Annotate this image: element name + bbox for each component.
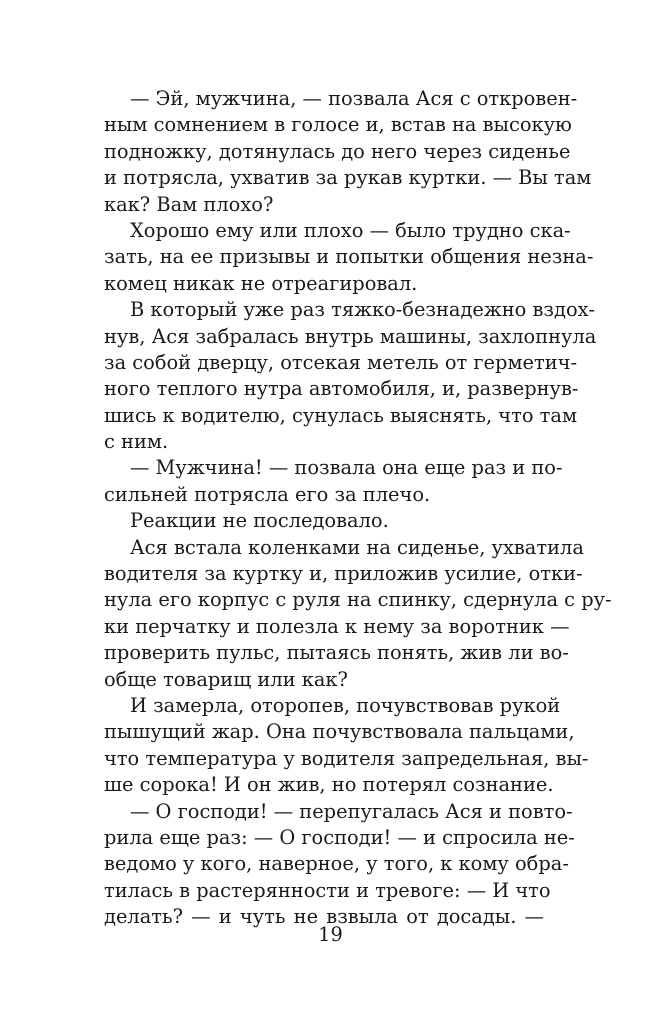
text-line: ным сомнением в голосе и, встав на высокую — [104, 113, 572, 137]
text-line: делать? — и чуть не взвыла от досады. — — [104, 905, 544, 929]
body-text — [104, 86, 612, 931]
text-line: ки перчатку и полезла к нему за воротник — — [104, 614, 570, 638]
text-line: ного теплого нутра автомобиля, и, развернув- — [104, 377, 579, 401]
text-line: рила еще раз: — О господи! — и спросила не- — [104, 825, 575, 849]
text-line: водителя за куртку и, приложив усилие, отки- — [104, 562, 583, 586]
text-line: В который уже раз тяжко-безнадежно вздох- — [130, 298, 596, 322]
text-line: и потрясла, ухватив за рукав куртки. — Вы там — [104, 166, 592, 190]
text-line: шись к водителю, сунулась выяснять, что там — [104, 403, 578, 427]
text-line: комец никак не отреагировал. — [104, 271, 418, 295]
text-line: — Эй, мужчина, — позвала Ася с откровен- — [130, 87, 578, 110]
text-line: — Мужчина! — позвала она еще раз и по- — [130, 456, 563, 480]
text-line: проверить пульс, пытаясь понять, жив ли во- — [104, 641, 569, 665]
text-line: с ним. — [104, 430, 169, 454]
text-line: нув, Ася забралась внутрь машины, захлопнула — [104, 324, 597, 348]
text-line: сильней потрясла его за плечо. — [104, 482, 431, 506]
text-line: зать, на ее призывы и попытки общения незна- — [104, 245, 594, 269]
text-line: И замерла, оторопев, почувствовав рукой — [130, 693, 561, 717]
text-line: ше сорока! И он жив, но потерял сознание. — [104, 773, 554, 797]
text-line: как? Вам плохо? — [104, 192, 274, 216]
text-line: обще товарищ или как? — [104, 667, 348, 691]
text-line: ведомо у кого, наверное, у того, к кому обра- — [104, 852, 569, 876]
text-line: — О господи! — перепугалась Ася и повто- — [130, 799, 573, 823]
text-line: что температура у водителя запредельная, вы- — [104, 746, 589, 770]
text-line: Ася встала коленками на сиденье, ухватила — [130, 535, 584, 559]
text-line: Реакции не последовало. — [130, 509, 389, 533]
text-line: нула его корпус с руля на спинку, сдернула с ру- — [104, 588, 612, 612]
text-line: подножку, дотянулась до него через сиденье — [104, 139, 571, 163]
text-line: Хорошо ему или плохо — было трудно ска- — [130, 218, 571, 242]
page-number: 19 — [318, 923, 343, 946]
text-line: за собой дверцу, отсекая метель от герметич- — [104, 350, 578, 374]
text-line: пышущий жар. Она почувствовала пальцами, — [104, 720, 575, 744]
text-line: тилась в растерянности и тревоге: — И что — [104, 878, 551, 902]
